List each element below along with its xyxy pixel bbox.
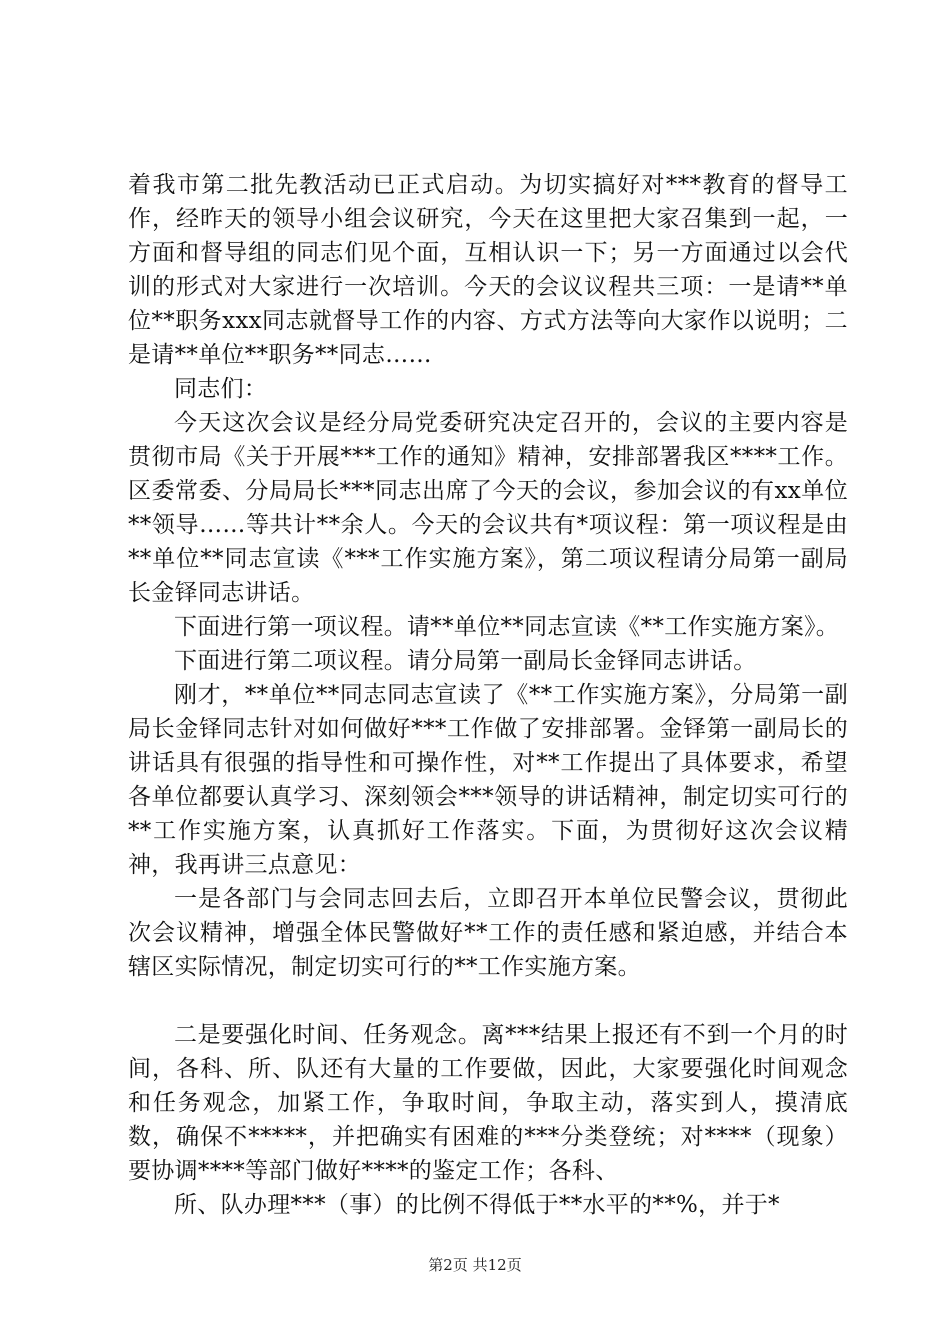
paragraph-agenda-item-two: 下面进行第二项议程。请分局第一副局长金铎同志讲话。 (174, 648, 757, 674)
document-body (128, 168, 848, 1222)
paragraph-summary: 刚才，**单位**同志同志宣读了《**工作实施方案》，分局第一副局长金铎同志针对如何做好***工作做了安排部署。金铎第一副局长的讲话具有很强的指导性和可操作性，对**工作提出了具体要求，希望各单位都要认真学习、深刻领会***领导的讲话精神，制定切实可行的**工作实施方案，认真抓好工作落实。下面，为贯彻好这次会议精神，我再讲三点意见： (128, 682, 848, 878)
paragraph-point-one: 一是各部门与会同志回去后，立即召开本单位民警会议，贯彻此次会议精神，增强全体民警做好**工作的责任感和紧迫感，并结合本辖区实际情况，制定切实可行的**工作实施方案。 (128, 886, 848, 980)
paragraph-spacer (128, 984, 848, 1018)
paragraph-meeting-purpose: 今天这次会议是经分局党委研究决定召开的，会议的主要内容是贯彻市局《关于开展***工作的通知》精神，安排部署我区****工作。区委常委、分局局长***同志出席了今天的会议，参加会议的有xx单位**领导……等共计**余人。今天的会议共有*项议程：第一项议程是由**单位**同志宣读《***工作实施方案》，第二项议程请分局第一副局长金铎同志讲话。 (128, 410, 848, 606)
paragraph-point-two-continued: 所、队办理***（事）的比例不得低于**水平的**%，并于* (174, 1192, 780, 1218)
paragraph-salutation: 同志们： (174, 376, 268, 402)
paragraph-point-two: 二是要强化时间、任务观念。离***结果上报还有不到一个月的时间，各科、所、队还有大量的工作要做，因此，大家要强化时间观念和任务观念，加紧工作，争取时间，争取主动，落实到人，摸清底数，确保不*****，并把确实有困难的***分类登统；对****（现象）要协调****等部门做好****的鉴定工作；各科、 (128, 1022, 848, 1184)
paragraph-agenda-item-one: 下面进行第一项议程。请**单位**同志宣读《**工作实施方案》。 (174, 614, 840, 640)
paragraph-intro-continuation: 着我市第二批先教活动已正式启动。为切实搞好对***教育的督导工作，经昨天的领导小组会议研究，今天在这里把大家召集到一起，一方面和督导组的同志们见个面，互相认识一下；另一方面通过以会代训的形式对大家进行一次培训。今天的会议议程共三项：一是请**单位**职务xxx同志就督导工作的内容、方式方法等向大家作以说明；二是请**单位**职务**同志…… (128, 172, 848, 368)
page-number-footer: 第2页 共12页 (428, 1256, 522, 1274)
